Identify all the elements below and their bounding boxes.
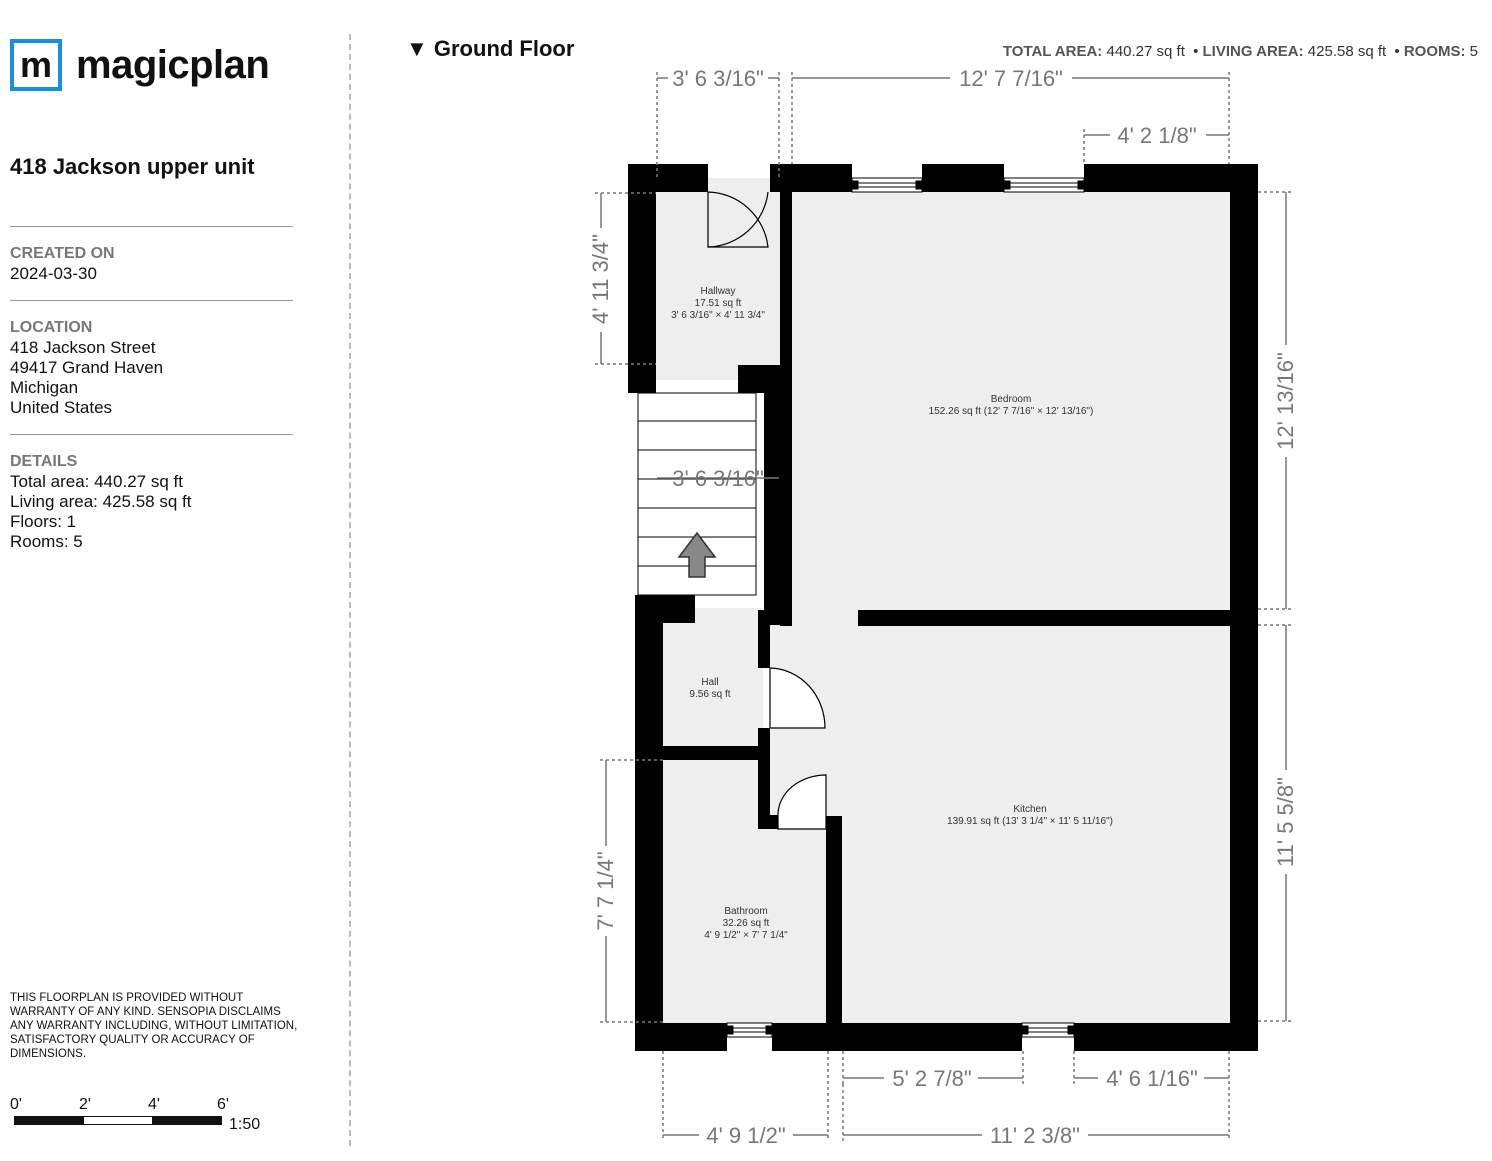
scale-ratio: 1:50 bbox=[229, 1116, 261, 1133]
window-icon bbox=[727, 1023, 772, 1037]
location-line: United States bbox=[10, 398, 113, 417]
room-area: 32.26 sq ft bbox=[722, 918, 770, 929]
room-dims: 3' 6 3/16" × 4' 11 3/4" bbox=[671, 310, 765, 321]
room-area: 139.91 sq ft (13' 3 1/4" × 11' 5 11/16") bbox=[947, 816, 1113, 827]
living-area-value: 425.58 sq ft bbox=[1307, 43, 1387, 60]
dim-kitchen-bottom: 11' 2 3/8" bbox=[990, 1123, 1080, 1148]
dim-bedroom-top: 12' 7 7/16" bbox=[959, 66, 1063, 91]
logo-mark-letter: m bbox=[20, 44, 53, 85]
scale-label: 2' bbox=[79, 1096, 91, 1113]
floor-title[interactable]: ▼ Ground Floor bbox=[406, 36, 575, 61]
dim-kitchen-bottom-left: 5' 2 7/8" bbox=[892, 1066, 972, 1091]
room-dims: 4' 9 1/2" × 7' 7 1/4" bbox=[704, 930, 788, 941]
room-name: Hallway bbox=[700, 286, 736, 297]
floor-fills bbox=[656, 178, 1230, 1023]
room-kitchen-upper bbox=[770, 610, 1230, 825]
living-area-label: LIVING AREA: bbox=[1202, 43, 1304, 60]
room-area: 17.51 sq ft bbox=[694, 298, 742, 309]
detail-floors: Floors: 1 bbox=[10, 512, 77, 531]
detail-living-area: Living area: 425.58 sq ft bbox=[10, 492, 192, 511]
rooms-label: ROOMS: bbox=[1403, 43, 1466, 60]
room-name: Kitchen bbox=[1013, 804, 1047, 815]
total-area-label: TOTAL AREA: bbox=[1002, 43, 1103, 60]
room-name: Bathroom bbox=[724, 906, 768, 917]
dim-bathroom-left: 7' 7 1/4" bbox=[593, 851, 618, 931]
detail-total-area: Total area: 440.27 sq ft bbox=[10, 472, 183, 491]
dim-bedroom-right: 12' 13/16" bbox=[1273, 352, 1298, 450]
detail-rooms: Rooms: 5 bbox=[10, 532, 83, 551]
disclaimer-text: THIS FLOORPLAN IS PROVIDED WITHOUT WARRANTY OF ANY KIND. SENSOPIA DISCLAIMS ANY WARRANTY INCLUDING, WITHOUT LIMITATION, SATISFACTORY QUALITY OR ACCURACY OF DIMENSIONS. bbox=[10, 992, 298, 1060]
total-area-value: 440.27 sq ft bbox=[1106, 43, 1185, 60]
room-name: Bedroom bbox=[990, 394, 1032, 405]
dim-bathroom-bottom: 4' 9 1/2" bbox=[706, 1123, 786, 1148]
location-line: Michigan bbox=[10, 378, 79, 397]
scale-label: 6' bbox=[217, 1096, 229, 1113]
project-title: 418 Jackson upper unit bbox=[10, 154, 255, 179]
dim-hallway-top: 3' 6 3/16" bbox=[672, 66, 764, 91]
location-label: LOCATION bbox=[10, 319, 93, 336]
room-name: Hall bbox=[701, 677, 719, 688]
window-icon bbox=[1022, 1023, 1074, 1037]
separator: • bbox=[1193, 43, 1199, 60]
separator: • bbox=[1394, 43, 1400, 60]
window-icon bbox=[852, 178, 922, 192]
dim-kitchen-bottom-right: 4' 6 1/16" bbox=[1106, 1066, 1198, 1091]
details-label: DETAILS bbox=[10, 453, 78, 470]
room-area: 9.56 sq ft bbox=[689, 689, 731, 700]
room-area: 152.26 sq ft (12' 7 7/16" × 12' 13/16") bbox=[928, 406, 1094, 417]
logo-text: magicplan bbox=[76, 42, 270, 87]
dim-window-top: 4' 2 1/8" bbox=[1117, 123, 1197, 148]
room-kitchen[interactable] bbox=[842, 825, 1230, 1023]
dim-kitchen-right: 11' 5 5/8" bbox=[1273, 777, 1298, 867]
scale-label: 4' bbox=[148, 1096, 160, 1113]
window-icon bbox=[1004, 178, 1084, 192]
created-value: 2024-03-30 bbox=[10, 264, 97, 283]
dim-hallway-left: 4' 11 3/4" bbox=[588, 234, 613, 324]
created-label: CREATED ON bbox=[10, 245, 115, 262]
scale-label: 0' bbox=[10, 1096, 22, 1113]
rooms-value: 5 bbox=[1469, 43, 1478, 60]
location-line: 49417 Grand Haven bbox=[10, 358, 164, 377]
location-line: 418 Jackson Street bbox=[10, 338, 156, 357]
dim-stair-width: 3' 6 3/16" bbox=[672, 466, 764, 491]
